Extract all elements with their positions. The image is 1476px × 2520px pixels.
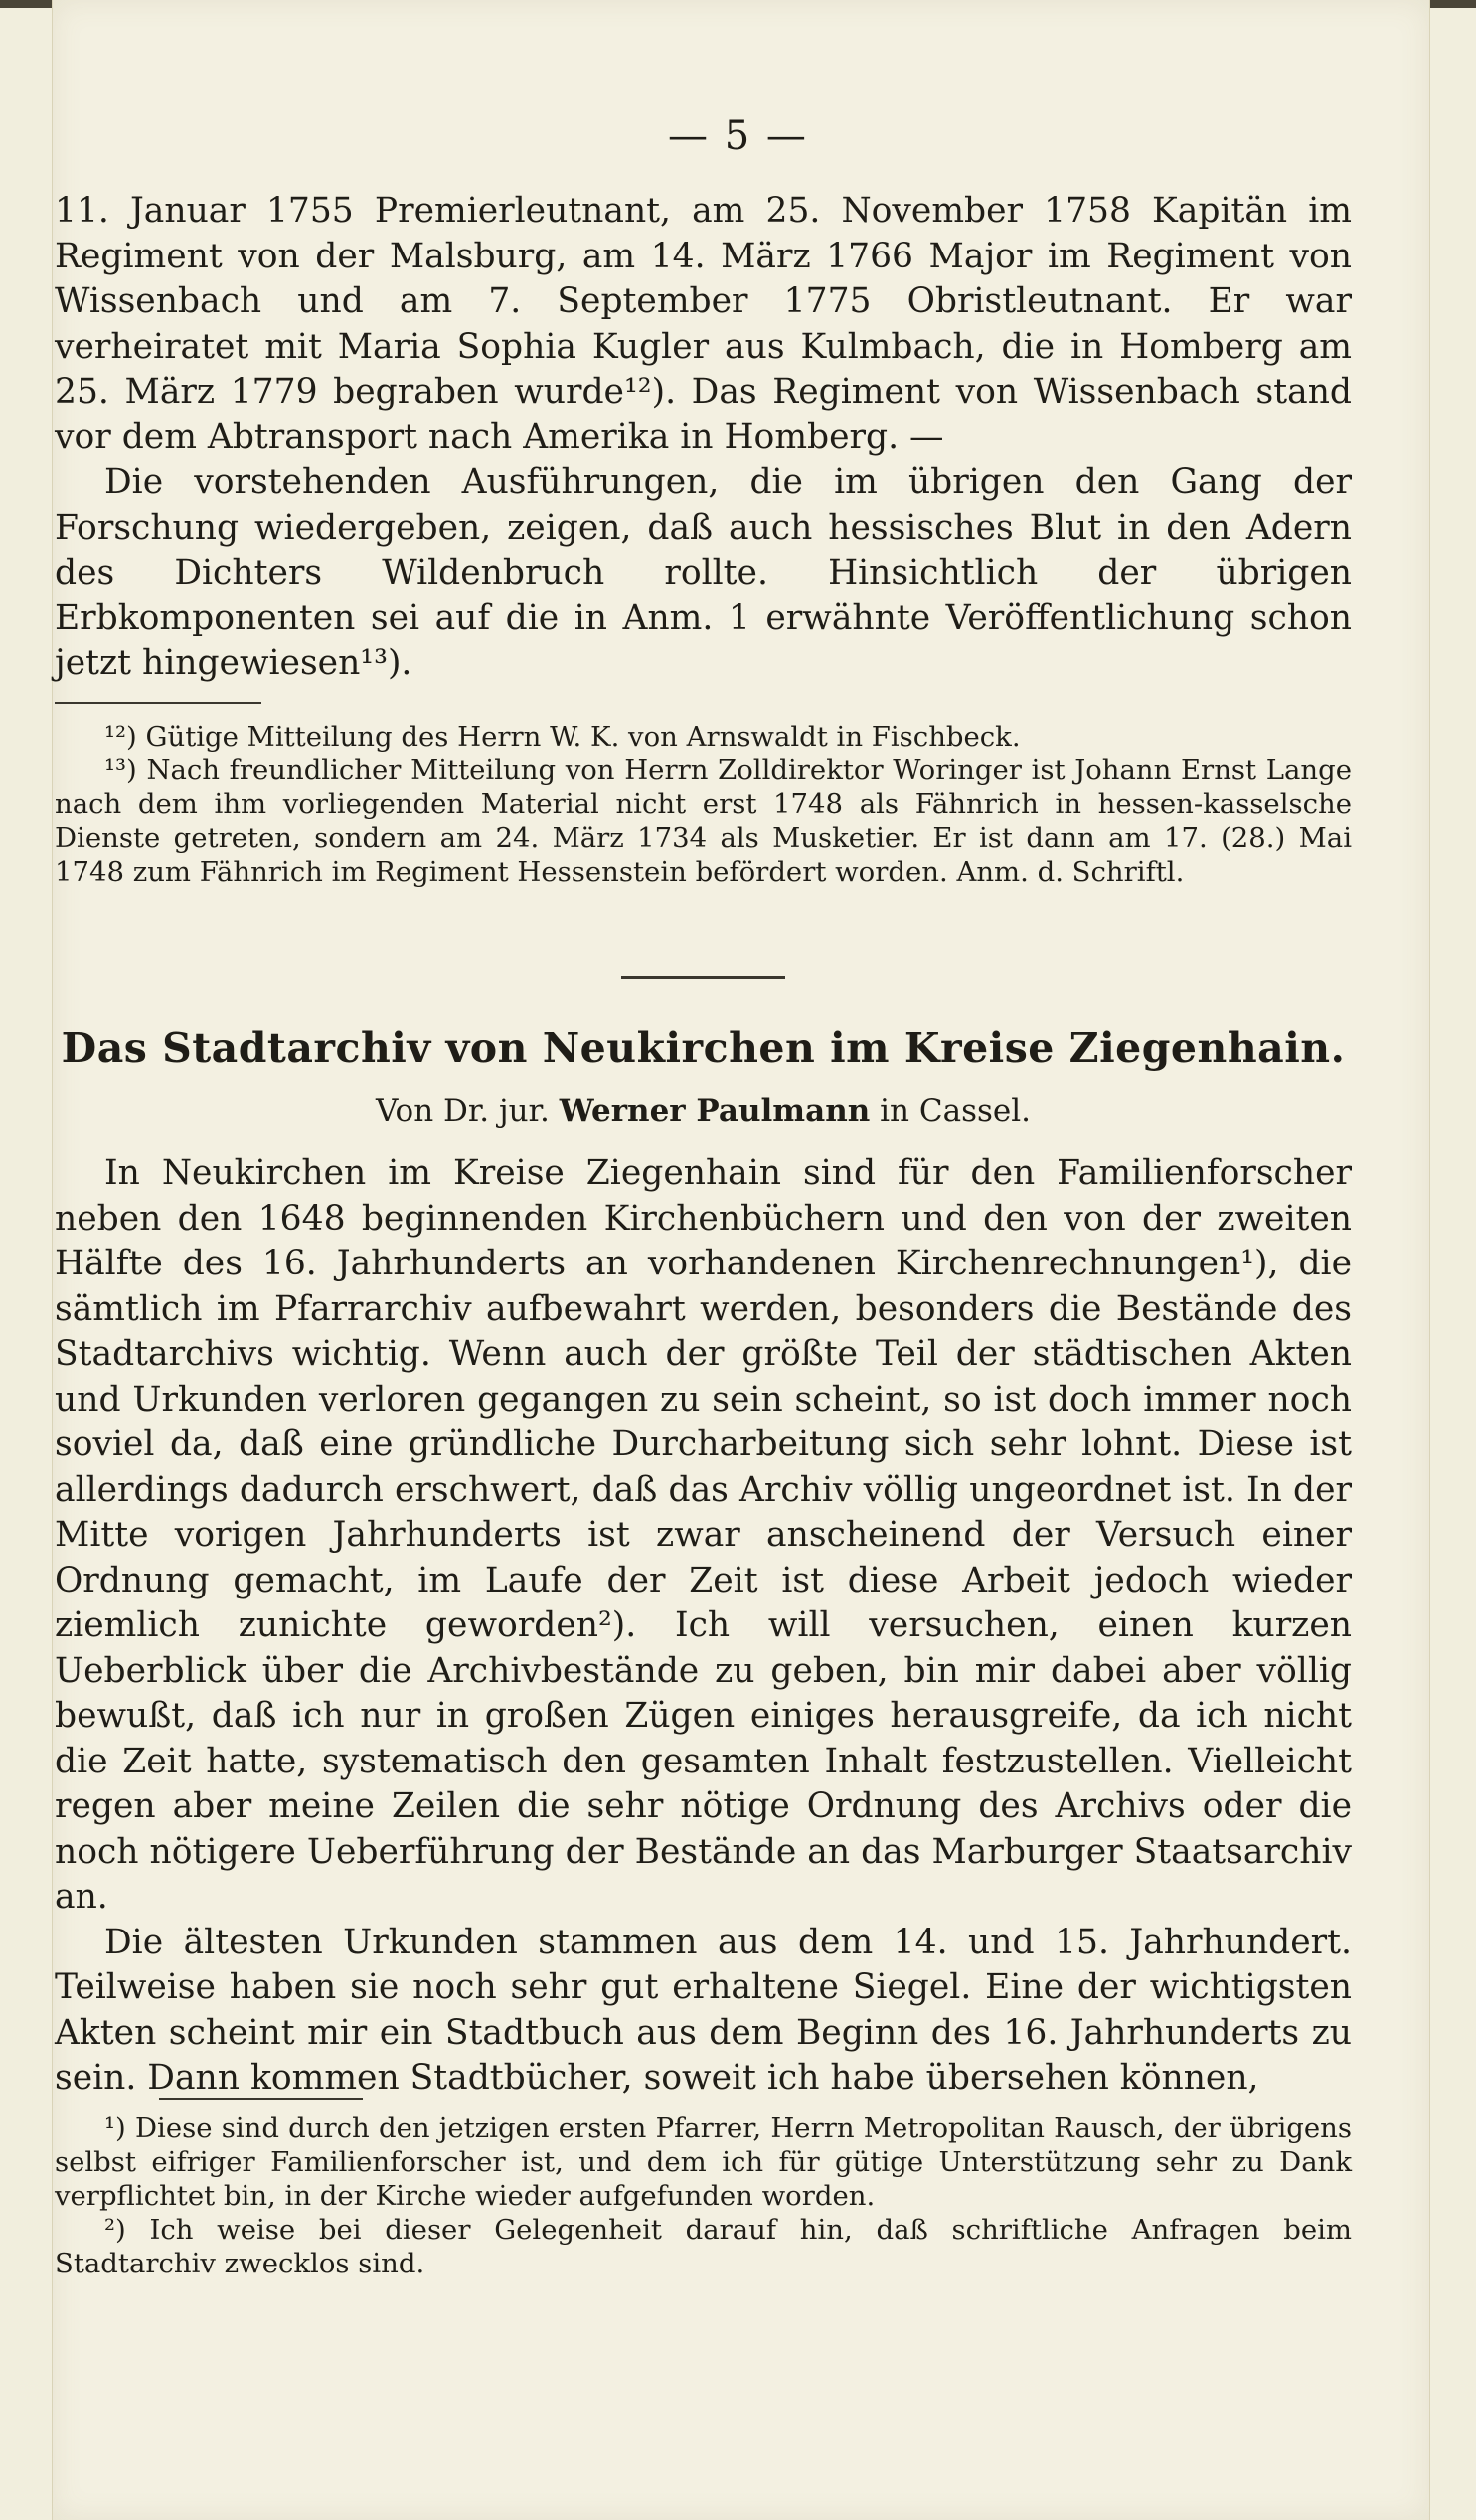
article-paragraph-2: Die ältesten Urkunden stammen aus dem 14. und 15. Jahrhundert. Teilweise haben sie noch sehr gut erhaltene Siegel. Eine der wichtigsten Akten scheint mir ein Stadtbuch aus dem Beginn des 16. Jahrhunderts zu sein. Dann kommen Stadtbücher, soweit ich habe übersehen können, [55, 1922, 1352, 2098]
article-footnotes [55, 2111, 1352, 2280]
article-footnote-1: ¹) Diese sind durch den jetzigen ersten Pfarrer, Herrn Metropolitan Rausch, der übrigens selbst eifriger Familienforscher ist, und dem ich für gütige Unterstützung sehr zu Dank verpflichtet bin, in der Kirche wieder aufgefunden worden. [55, 2112, 1352, 2212]
continuation-paragraph-1: 11. Januar 1755 Premierleutnant, am 25. November 1758 Kapitän im Regiment von der Malsburg, am 14. März 1766 Major im Regiment von Wissenbach und am 7. September 1775 Obristleutnant. Er war verheiratet mit Maria Sophia Kugler aus Kulmbach, die in Homberg am 25. März 1779 begraben wurde¹²). Das Regiment von Wissenbach stand vor dem Abtransport nach Amerika in Homberg. — [55, 191, 1352, 457]
byline-suffix: in Cassel. [880, 1093, 1032, 1129]
article-title: Das Stadtarchiv von Neukirchen im Kreise Ziegenhain. [61, 1024, 1346, 1072]
continuation-footnotes [55, 720, 1352, 889]
article-byline [55, 1093, 1352, 1129]
section-divider [621, 976, 785, 979]
article-footnote-separator [159, 2098, 363, 2100]
footnote-12: ¹²) Gütige Mitteilung des Herrn W. K. von Arnswaldt in Fischbeck. [104, 721, 1021, 753]
continuation-text [55, 189, 1352, 687]
footnote-separator [55, 702, 261, 704]
article-body [55, 1151, 1352, 2101]
article-author: Werner Paulmann [559, 1093, 871, 1129]
article-paragraph-1: In Neukirchen im Kreise Ziegenhain sind für den Familienforscher neben den 1648 beginnenden Kirchenbüchern und den von der zweiten Hälfte des 16. Jahrhunderts an vorhandenen Kirchenrechnungen¹), die sämtlich im Pfarrarchiv aufbewahrt werden, besonders die Bestände des Stadtarchivs wichtig. Wenn auch der größte Teil der städtischen Akten und Urkunden verloren gegangen zu sein scheint, so ist doch immer noch soviel da, daß eine gründliche Durcharbeitung sich sehr lohnt. Diese ist allerdings dadurch erschwert, daß das Archiv völlig ungeordnet ist. In der Mitte vorigen Jahrhunderts ist zwar anscheinend der Versuch einer Ordnung gemacht, im Laufe der Zeit ist diese Arbeit jedoch wieder ziemlich zunichte geworden²). Ich will versuchen, einen kurzen Ueberblick über die Archivbestände zu geben, bin mir dabei aber völlig bewußt, daß ich nur in großen Zügen einiges herausgreife, da ich nicht die Zeit hatte, systematisch den gesamten Inhalt festzustellen. Vielleicht regen aber meine Zeilen die sehr nötige Ordnung des Archivs oder die noch nötigere Ueberführung der Bestände an das Marburger Staatsarchiv an. [55, 1153, 1352, 1917]
article-footnote-2: ²) Ich weise bei dieser Gelegenheit darauf hin, daß schriftliche Anfragen beim Stadtarchiv zwecklos sind. [55, 2214, 1352, 2279]
byline-prefix: Von Dr. jur. [375, 1093, 550, 1129]
footnote-13: ¹³) Nach freundlicher Mitteilung von Herrn Zolldirektor Woringer ist Johann Ernst Lange nach dem ihm vorliegenden Material nicht erst 1748 als Fähnrich in hessen-kasselsche Dienste getreten, sondern am 24. März 1734 als Musketier. Er ist dann am 17. (28.) Mai 1748 zum Fähnrich im Regiment Hessenstein befördert worden. Anm. d. Schriftl. [55, 755, 1352, 888]
page-number: — 5 — [668, 113, 808, 159]
continuation-paragraph-2: Die vorstehenden Ausführungen, die im übrigen den Gang der Forschung wiedergeben, zeigen, daß auch hessisches Blut in den Adern des Dichters Wildenbruch rollte. Hinsichtlich der übrigen Erbkomponenten sei auf die in Anm. 1 erwähnte Veröffentlichung schon jetzt hingewiesen¹³). [55, 462, 1352, 683]
